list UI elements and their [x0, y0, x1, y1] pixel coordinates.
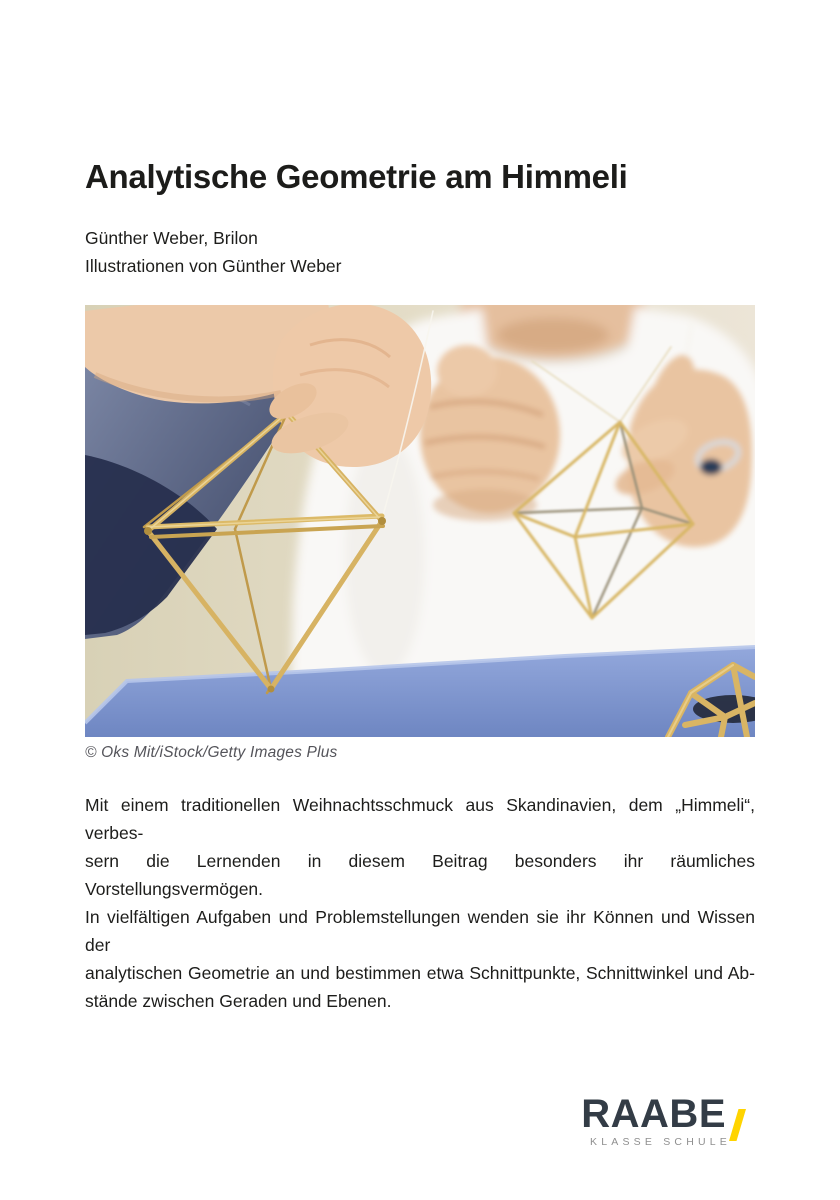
paragraph-line: In vielfältigen Aufgaben und Problemstellungen wenden sie ihr Können und Wissen der: [85, 907, 755, 955]
author-line: Günther Weber, Brilon: [85, 228, 258, 248]
byline: [85, 224, 341, 280]
photo-credit: © Oks Mit/iStock/Getty Images Plus: [85, 744, 338, 761]
article-photo: [85, 305, 755, 737]
illustrator-line: Illustrationen von Günther Weber: [85, 256, 342, 276]
paragraph-line: sern die Lernenden in diesem Beitrag besonders ihr räumliches Vorstellungsvermögen.: [85, 851, 755, 899]
intro-paragraph: [85, 791, 755, 1015]
raabe-tagline: KLASSE SCHULE: [590, 1136, 731, 1148]
raabe-logo: [576, 1092, 746, 1148]
paragraph-line: Mit einem traditionellen Weihnachtsschmuck aus Skandinavien, dem „Himmeli“, verbes-: [85, 795, 755, 843]
paragraph-line: stände zwischen Geraden und Ebenen.: [85, 991, 392, 1011]
photo-illustration: [85, 305, 755, 737]
page-title: Analytische Geometrie am Himmeli: [85, 158, 628, 195]
raabe-wordmark: RAABE: [581, 1092, 726, 1136]
paragraph-line: analytischen Geometrie an und bestimmen etwa Schnittpunkte, Schnittwinkel und Ab-: [85, 963, 755, 983]
